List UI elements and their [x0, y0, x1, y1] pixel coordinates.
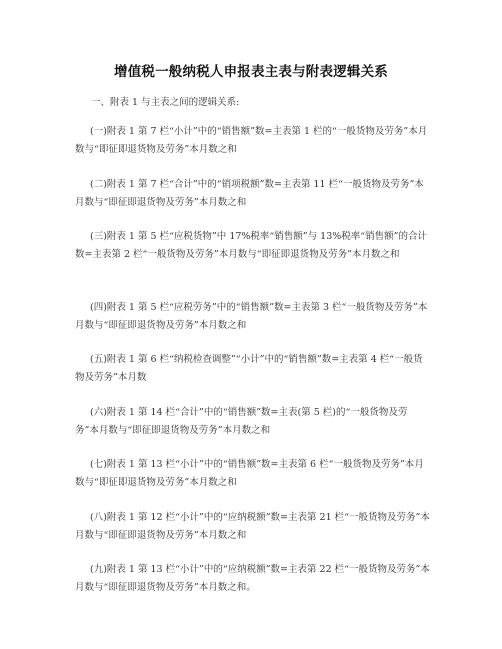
- document-title: 增值税一般纳税人申报表主表与附表逻辑关系: [114, 64, 388, 80]
- paragraph-2: (二)附表 1 第 7 栏“合计”中的“销项税额”数=主表第 11 栏“一般货物及劳务”本月数与“即征即退货物及劳务”本月数之和: [75, 179, 424, 208]
- paragraph-5: (五)附表 1 第 6 栏“纳税检查调整”“小计”中的“销售额”数=主表第 4 栏“一般货物及劳务”本月数: [75, 354, 423, 383]
- paragraph-7: (七)附表 1 第 13 栏“小计”中的“销售额”数=主表第 6 栏“一般货物及劳务”本月数与“即征即退货物及劳务”本月数之和: [75, 459, 424, 488]
- paragraph-8: (八)附表 1 第 12 栏“小计”中的“应纳税额”数=主表第 21 栏“一般货物及劳务”本月数与“即征即退货物及劳务”本月数之和: [75, 512, 430, 541]
- paragraph-1: (一)附表 1 第 7 栏“小计”中的“销售额”数=主表第 1 栏的“一般货物及劳务”本月数与“即征即退货物及劳务”本月数之和: [75, 126, 428, 155]
- paragraph-3: (三)附表 1 第 5 栏“应税货物”中 17%税率“销售额”与 13%税率“销售额”的合计数=主表第 2 栏“一般货物及劳务”本月数与“即征即退货物及劳务”本月数之和: [75, 231, 427, 260]
- section-heading: 一、附表 1 与主表之间的逻辑关系:: [91, 97, 240, 108]
- paragraph-6: (六)附表 1 第 14 栏“合计”中的“销售额”数=主表(第 5 栏)的“一般货物及劳务”本月数与“即征即退货物及劳务”本月数之和: [75, 407, 408, 436]
- paragraph-9: (九)附表 1 第 13 栏“小计”中的“应纳税额”数=主表第 22 栏“一般货物及劳务”本月数与“即征即退货物及劳务”本月数之和。: [75, 564, 430, 593]
- paragraph-4: (四)附表 1 第 5 栏“应税劳务”中的“销售额”数=主表第 3 栏“一般货物及劳务”本月数与“即征即退货物及劳务”本月数之和: [75, 302, 428, 331]
